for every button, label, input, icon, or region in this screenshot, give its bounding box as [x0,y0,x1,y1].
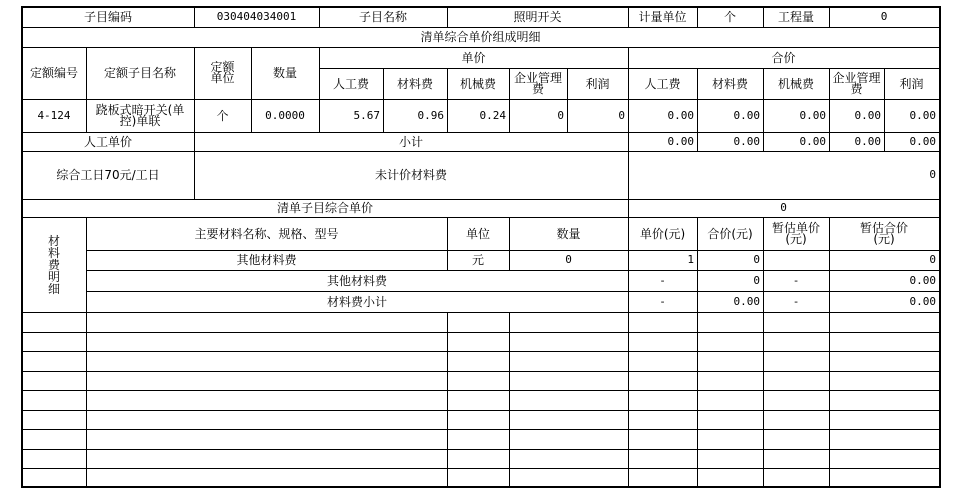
quota-name-cell: 跷板式暗开关(单控)单联 [95,102,185,128]
total-management-header: 企业管理费 [832,70,881,96]
unit-labor-cell: 5.67 [353,108,380,122]
table-frame [21,6,941,488]
material-row-quantity: 0 [565,253,572,266]
material-row-total-price: 0 [753,253,760,266]
total-price-group-header: 合价 [771,50,796,65]
estimated-unit-price-header: 暂估单价(元) [771,220,820,246]
other-material-unit-price: - [659,273,666,287]
quota-code-header: 定额编号 [29,66,78,80]
other-material-label: 其他材料费 [326,273,387,288]
material-row-est-total-price: 0 [929,253,936,266]
total-machinery-header: 机械费 [777,76,814,91]
composite-price-value: 0 [780,201,787,214]
other-material-total-price: 0 [753,273,760,287]
other-material-est-total-price: 0.00 [909,273,936,287]
unit-material-header: 材料费 [396,76,433,91]
quantity-label: 工程量 [777,10,814,24]
total-material-header: 材料费 [711,76,748,91]
detail-quantity-cell: 0.0000 [265,108,305,122]
material-detail-side-text: 材料费明细 [47,233,60,296]
unit-profit-header: 利润 [585,76,610,91]
unpriced-material-value: 0 [929,168,936,181]
material-row-unit: 元 [471,253,484,267]
unit-machinery-header: 机械费 [459,76,496,91]
material-quantity-header: 数量 [556,226,581,241]
quota-unit-header: 定额单位 [210,60,235,85]
material-total-price-header: 合价(元) [707,226,753,241]
subtotal-material: 0.00 [733,134,760,148]
subtotal-management: 0.00 [854,134,881,148]
unit-label: 计量单位 [638,10,687,24]
unit-management-header: 企业管理费 [513,70,562,96]
item-name-value: 照明开关 [513,10,562,24]
other-material-est-unit-price: - [792,273,800,287]
material-subtotal-est-unit-price: - [792,294,800,308]
quota-unit-cell: 个 [216,108,229,123]
unit-management-cell: 0 [557,108,564,122]
total-labor-cell: 0.00 [667,108,694,122]
subtotal-machinery: 0.00 [799,134,826,148]
material-row-unit-price: 1 [687,253,694,266]
unpriced-material-label: 未计价材料费 [374,168,447,182]
subtotal-profit: 0.00 [909,134,936,148]
item-code-label: 子目编码 [83,10,132,24]
composite-price-label: 清单子目综合单价 [276,201,373,215]
material-subtotal-unit-price: - [659,294,666,308]
subtotal-labor: 0.00 [667,134,694,148]
total-labor-header: 人工费 [644,76,681,91]
unit-profit-cell: 0 [618,108,625,122]
estimated-total-price-header: 暂估合价(元) [859,220,908,246]
labor-price-label: 人工单价 [83,134,132,149]
material-row-name: 其他材料费 [236,253,297,267]
quota-name-header: 定额子目名称 [103,66,176,80]
material-name-header: 主要材料名称、规格、型号 [194,226,339,241]
unit-material-cell: 0.96 [417,108,444,122]
total-management-cell: 0.00 [854,108,881,122]
detail-quantity-header: 数量 [272,66,297,80]
item-code-value: 030404034001 [216,10,297,23]
item-name-label: 子目名称 [358,10,407,24]
unit-price-group-header: 单价 [461,50,486,65]
total-profit-header: 利润 [899,76,924,91]
quantity-value: 0 [880,10,888,23]
unit-labor-header: 人工费 [332,76,369,91]
material-subtotal-total-price: 0.00 [733,294,760,308]
unit-value: 个 [723,10,736,24]
unit-machinery-cell: 0.24 [479,108,506,122]
total-machinery-cell: 0.00 [799,108,826,122]
material-unit-price-header: 单价(元) [639,226,686,241]
total-material-cell: 0.00 [733,108,760,122]
total-profit-cell: 0.00 [909,108,936,122]
subtotal-label: 小计 [398,134,423,149]
material-subtotal-est-total-price: 0.00 [909,294,936,308]
labor-rate-label: 综合工日70元/工日 [56,168,160,182]
material-unit-header: 单位 [465,226,490,241]
material-subtotal-label: 材料费小计 [326,294,387,309]
quota-code-cell: 4-124 [37,108,71,122]
section-title: 清单综合单价组成明细 [420,30,541,44]
